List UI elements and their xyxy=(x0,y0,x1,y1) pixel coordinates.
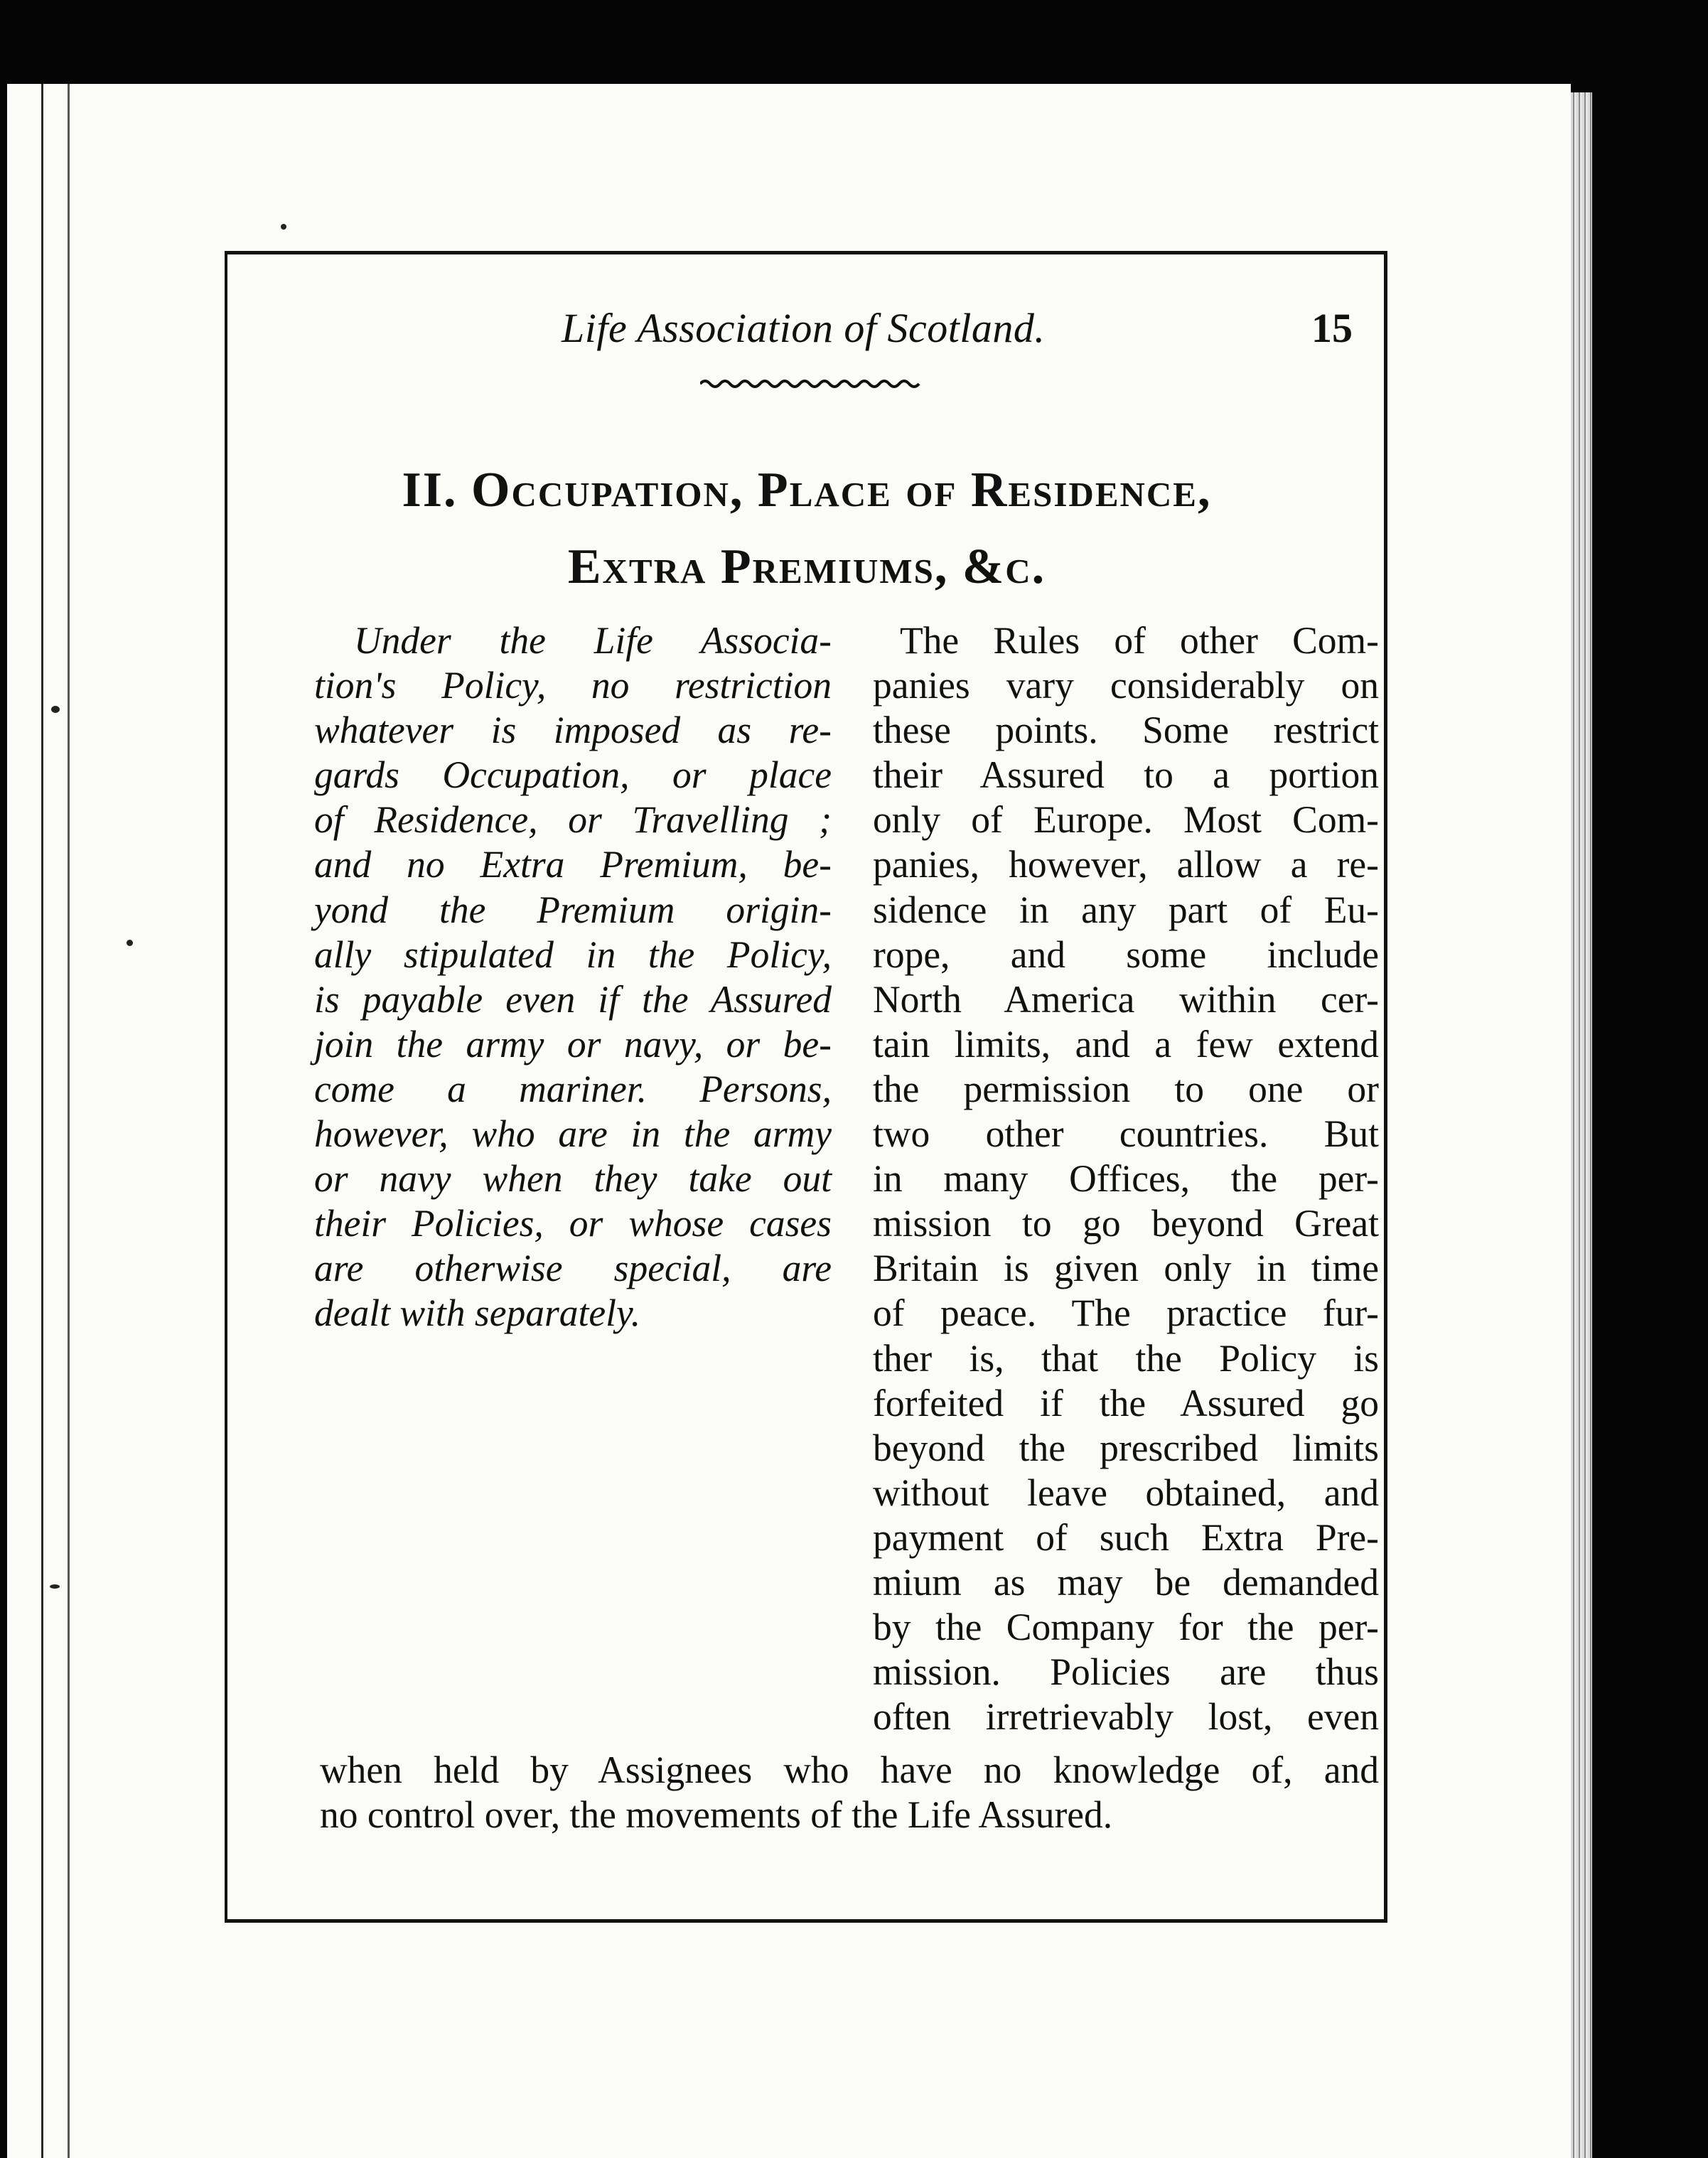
ink-speck xyxy=(281,224,286,230)
right-line: payment of such Extra Pre- xyxy=(873,1515,1379,1559)
right-line: Britain is given only in time xyxy=(873,1247,1379,1290)
right-line: ther is, that the Policy is xyxy=(873,1336,1379,1380)
right-line: the permission to one or xyxy=(873,1067,1379,1110)
left-line: whatever is imposed as re- xyxy=(314,709,832,752)
right-line: panies, however, allow a re- xyxy=(873,843,1379,886)
right-line: tain limits, and a few extend xyxy=(873,1022,1379,1065)
right-line: sidence in any part of Eu- xyxy=(873,888,1379,931)
left-line: join the army or navy, or be- xyxy=(314,1022,832,1065)
left-line: however, who are in the army xyxy=(314,1112,832,1156)
section-title-line-1: II. Occupation, Place of Residence, xyxy=(402,463,1212,517)
bottom-paragraph xyxy=(320,1748,1379,1837)
ink-speck xyxy=(127,940,133,946)
left-line: dealt with separately. xyxy=(314,1292,641,1335)
left-line: and no Extra Premium, be- xyxy=(314,843,832,886)
right-line: mission to go beyond Great xyxy=(873,1202,1379,1245)
right-line: forfeited if the Assured go xyxy=(873,1381,1379,1424)
right-line: in many Offices, the per- xyxy=(873,1157,1379,1201)
right-line: two other countries. But xyxy=(873,1112,1379,1156)
right-line: their Assured to a portion xyxy=(873,753,1379,797)
left-line: tion's Policy, no restriction xyxy=(314,664,832,707)
wavy-ornament xyxy=(700,377,920,391)
running-title: Life Association of Scotland. xyxy=(562,305,1046,351)
right-line: panies vary considerably on xyxy=(873,664,1379,707)
left-column xyxy=(314,618,832,1336)
right-line: without leave obtained, and xyxy=(873,1471,1379,1514)
left-line: gards Occupation, or place xyxy=(314,753,832,797)
bottom-line: when held by Assignees who have no knowledge of, and xyxy=(320,1749,1379,1791)
ink-speck xyxy=(51,706,60,713)
left-line: their Policies, or whose cases xyxy=(314,1202,832,1245)
left-line: ally stipulated in the Policy, xyxy=(314,933,832,976)
section-title-line-2: Extra Premiums, &c. xyxy=(567,540,1046,594)
left-line: of Residence, or Travelling ; xyxy=(314,798,832,842)
left-line: yond the Premium origin- xyxy=(314,888,832,931)
left-line: come a mariner. Persons, xyxy=(314,1067,832,1110)
right-line: only of Europe. Most Com- xyxy=(873,798,1379,842)
left-line: are otherwise special, are xyxy=(314,1247,832,1290)
right-line: mium as may be demanded xyxy=(873,1560,1379,1604)
right-line: by the Company for the per- xyxy=(873,1606,1379,1649)
right-line: beyond the prescribed limits xyxy=(873,1426,1379,1469)
page-edges xyxy=(1571,92,1592,2158)
right-line: often irretrievably lost, even xyxy=(873,1695,1379,1739)
page-number: 15 xyxy=(1311,305,1353,351)
left-line: Under the Life Associa- xyxy=(354,619,832,662)
right-column xyxy=(873,618,1379,1739)
right-line: North America within cer- xyxy=(873,977,1379,1021)
binding-edge xyxy=(41,84,43,2158)
right-line: mission. Policies are thus xyxy=(873,1650,1379,1694)
right-line: The Rules of other Com- xyxy=(900,619,1379,662)
right-line: rope, and some include xyxy=(873,933,1379,976)
bottom-line: no control over, the movements of the Life Assured. xyxy=(320,1793,1113,1837)
right-line: of peace. The practice fur- xyxy=(873,1292,1379,1335)
ink-speck xyxy=(50,1584,60,1589)
right-line: these points. Some restrict xyxy=(873,709,1379,752)
left-line: or navy when they take out xyxy=(314,1157,832,1201)
left-line: is payable even if the Assured xyxy=(314,977,832,1021)
binding-edge-inner xyxy=(68,84,70,2158)
